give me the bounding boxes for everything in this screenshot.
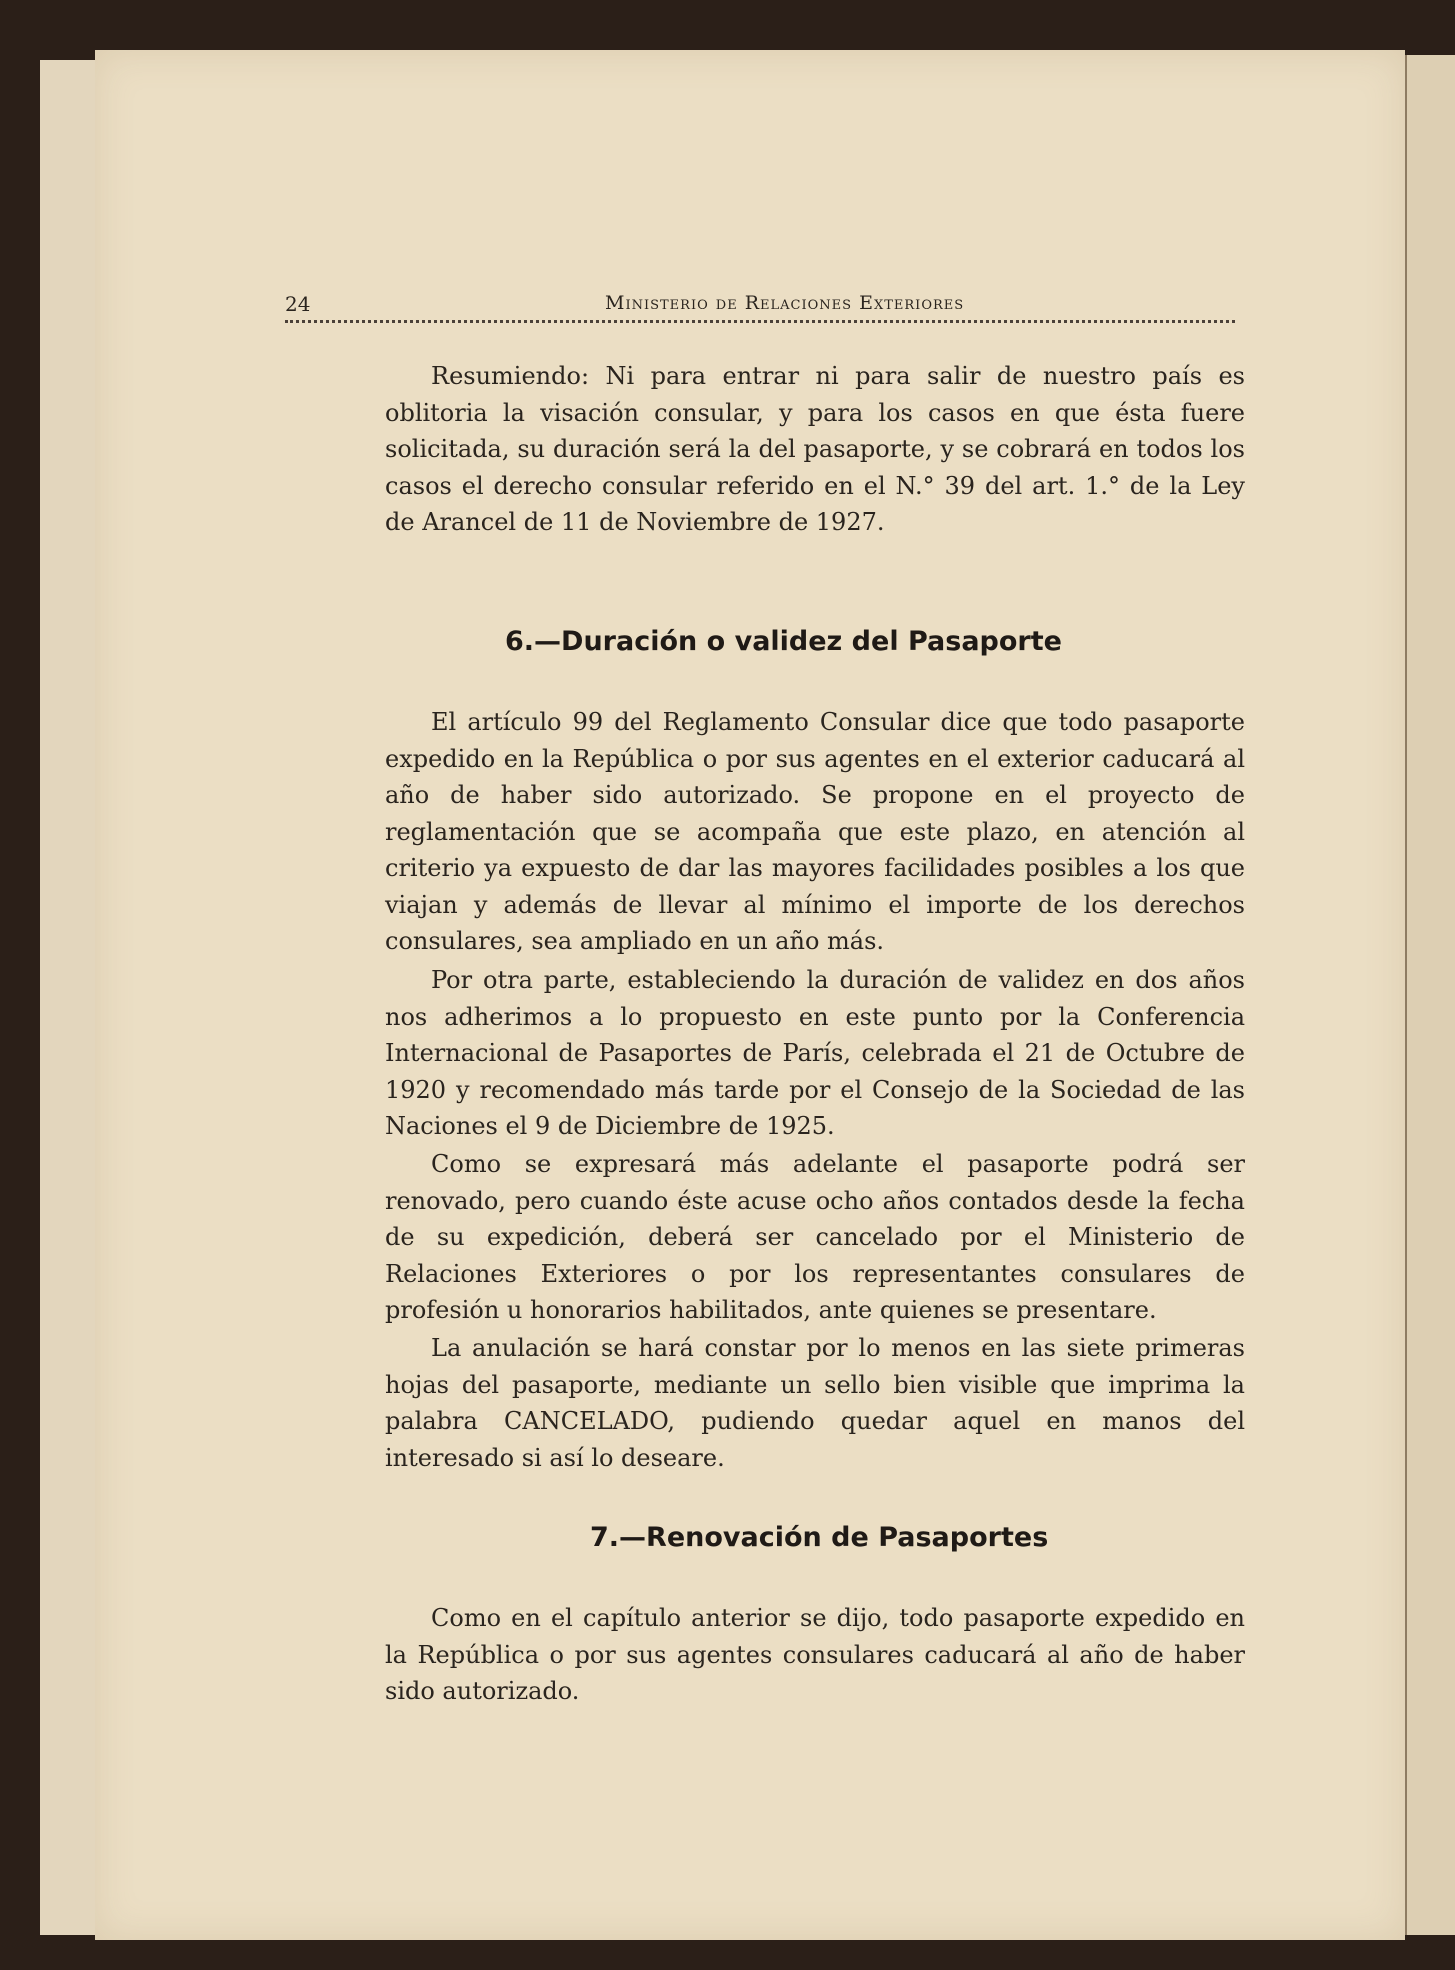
paragraph-como-se-expresara: Como se expresará más adelante el pasaporte podrá ser renovado, pero cuando éste acuse ocho años contados desde la fecha de su expedición, deberá ser cancelado por el Ministerio de Relaciones Exteriores o por los representantes consulares de profesión u honorarios habilitados, ante quienes se presentare. [385,1150,1245,1324]
paragraph-la-anulacion: La anulación se hará constar por lo menos en las siete primeras hojas del pasaporte, mediante un sello bien visible que imprima la palabra CANCELADO, pudiendo quedar aquel en manos del interesado si así lo deseare. [385,1334,1245,1472]
page-number: 24 [285,292,311,316]
paragraph-resumiendo: Resumiendo: Ni para entrar ni para salir de nuestro país es oblitoria la visación consular, y para los casos en que ésta fuere solicitada, su duración será la del pasaporte, y se cobrará en todos los casos el derecho consular referido en el N.° 39 del art. 1.° de la Ley de Arancel de 11 de Noviembre de 1927. [385,362,1245,536]
section-heading-7: 7.—Renovación de Pasaportes [590,1522,1049,1553]
section-heading-6: 6.—Duración o validez del Pasaporte [505,626,1062,657]
running-head [285,286,1235,326]
paragraph-por-otra-parte: Por otra parte, estableciendo la duración de validez en dos años nos adherimos a lo propuesto en este punto por la Conferencia Internacional de Pasaportes de París, celebrada el 21 de Octubre de 1920 y recomendado más tarde por el Consejo de la Sociedad de las Naciones el 9 de Diciembre de 1925. [385,966,1245,1140]
dotted-rule [285,320,1235,323]
paragraph-articulo-99: El artículo 99 del Reglamento Consular dice que todo pasaporte expedido en la República o por sus agentes en el exterior caducará al año de haber sido autorizado. Se propone en el proyecto de reglamentación que se acompaña que este plazo, en atención al criterio ya expuesto de dar las mayores facilidades posibles a los que viajan y además de llevar al mínimo el importe de los derechos consulares, sea ampliado en un año más. [385,708,1245,955]
page-stack-edge [76,60,97,1935]
running-head-title: Ministerio de Relaciones Exteriores [605,292,965,314]
paragraph-como-en-el-capitulo: Como en el capítulo anterior se dijo, todo pasaporte expedido en la República o por sus agentes consulares caducará al año de haber sido autorizado. [385,1604,1245,1705]
facing-page-edge [1405,55,1455,1935]
